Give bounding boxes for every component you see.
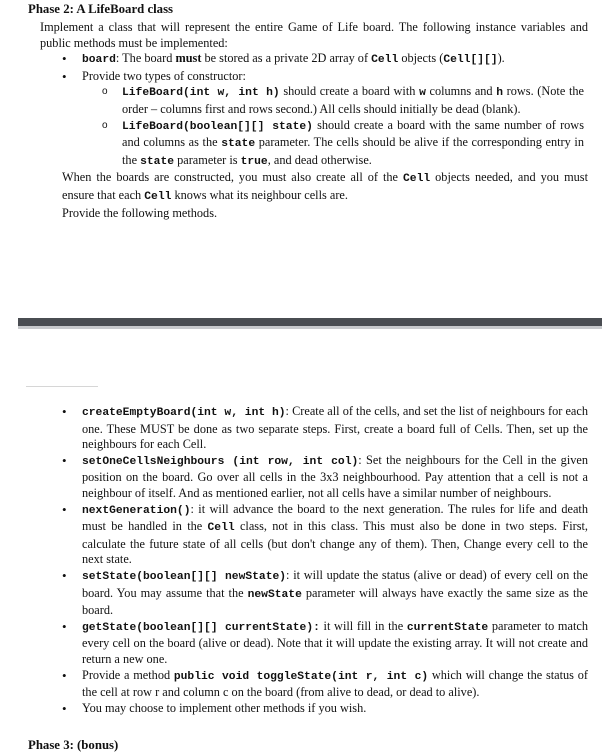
text: objects needed, and you must ensure that each <box>62 170 588 202</box>
text: parameter. The cells should be alive if the corresponding entry in the <box>122 135 584 167</box>
code-current-state: currentState <box>406 621 489 634</box>
code-state: state <box>140 155 175 168</box>
list-item-ctor-dimensions <box>40 84 588 117</box>
code-ctor-dimensions: LifeBoard(int w, int h) <box>122 87 280 100</box>
page-divider-bar <box>18 318 602 326</box>
constructor-list <box>40 84 588 170</box>
text: , and dead otherwise. <box>267 152 372 167</box>
method-next-generation <box>40 502 588 568</box>
code-set-neighbours: setOneCellsNeighbours (int row, int col) <box>82 455 359 468</box>
method-other <box>40 701 588 717</box>
text: should create a board with the same number of rows and columns as the <box>122 117 584 150</box>
code-true: true <box>240 155 268 168</box>
text: be stored as a private 2D array of <box>201 51 372 66</box>
code-board: board <box>82 54 116 67</box>
text: : it will update the status (alive or dead) of every cell on the board. You may assume that the <box>82 567 588 600</box>
code-cell-array: Cell[][] <box>443 54 498 67</box>
text: Provide two types of constructor: <box>82 68 246 83</box>
text: parameter to match every cell on the board (alive or dead). Note that it will update the existing array. It will not create and return a new one. <box>82 618 588 666</box>
code-create-empty-board: createEmptyBoard(int w, int h) <box>82 407 286 419</box>
methods-list <box>40 404 588 716</box>
code-new-state: newState <box>247 588 302 601</box>
intro-paragraph: Implement a class that will represent the entire Game of Life board. The following instance variables and public methods must be implemented: <box>40 20 588 50</box>
code-cell: Cell <box>144 190 172 203</box>
method-create-empty-board <box>40 404 588 453</box>
code-h: h <box>496 87 504 100</box>
emph-must: must <box>175 51 202 66</box>
text: rows. (Note the order – columns first and rows second.) All cells should initially be dead (blank). <box>122 84 584 116</box>
page-divider-shadow <box>18 326 602 329</box>
code-cell: Cell <box>403 173 431 186</box>
page-top-section <box>40 20 588 221</box>
text: ). <box>497 51 505 66</box>
list-item-constructors <box>40 69 588 85</box>
text: parameter is <box>174 152 241 167</box>
text: should create a board with <box>279 84 420 99</box>
text: You may choose to implement other methods if you wish. <box>82 700 367 715</box>
code-toggle-state: public void toggleState(int r, int c) <box>173 670 429 683</box>
section-heading: Phase 2: A LifeBoard class <box>28 2 174 16</box>
text: : Create all of the cells, and set the list of neighbours for each one. These MUST be done as two separate steps. First, create a board full of Cells. Then, set up the neighbours for each Cell. <box>82 404 588 452</box>
code-state: state <box>221 138 256 151</box>
text: columns and <box>425 84 497 99</box>
text: : it will advance the board to the next generation. The rules for life and death must be handled in the <box>82 501 588 534</box>
text: : The board <box>115 51 176 66</box>
faint-rule <box>26 386 98 387</box>
code-next-generation: nextGeneration() <box>82 504 191 517</box>
method-set-one-cells-neighbours <box>40 453 588 502</box>
text: Provide a method <box>82 667 174 682</box>
method-set-state <box>40 568 588 619</box>
construction-paragraph <box>40 170 588 205</box>
methods-intro: Provide the following methods. <box>62 205 218 220</box>
list-item-board <box>40 51 588 69</box>
text: class, not in this class. This must also be done in two steps. First, calculate the future state of all cells (but don't change any of them). Then, Change every cell to the next state. <box>82 519 588 567</box>
list-item-ctor-state <box>40 118 588 171</box>
next-section-heading-cutoff: Phase 3: (bonus) <box>28 738 119 752</box>
code-set-state: setState(boolean[][] newState) <box>82 570 287 583</box>
text: objects ( <box>398 51 444 66</box>
text: knows what its neighbour cells are. <box>171 187 348 202</box>
page-bottom-section <box>40 404 588 716</box>
text: : Set the neighbours for the Cell in the given position on the board. Go over all cells in the 3x3 neighbourhood. Pay attention that a cell is not a neighbour of itself. And as mentioned earlier, not all cells have a similar number of neighbours. <box>82 452 588 500</box>
code-w: w <box>419 87 426 100</box>
code-ctor-state: LifeBoard(boolean[][] state) <box>122 120 313 133</box>
text: which will change the status of the cell at row r and column c on the board (from alive to dead, or dead to alive). <box>82 667 588 700</box>
code-get-state: getState(boolean[][] currentState): <box>82 621 320 634</box>
text: When the boards are constructed, you must also create all of the <box>62 170 404 185</box>
code-cell: Cell <box>207 522 235 535</box>
text: it will fill in the <box>319 618 407 633</box>
requirements-list <box>40 51 588 84</box>
method-get-state <box>40 619 588 668</box>
code-cell: Cell <box>371 54 399 67</box>
text: parameter will always have exactly the same size as the board. <box>82 585 589 618</box>
method-toggle-state <box>40 668 588 701</box>
